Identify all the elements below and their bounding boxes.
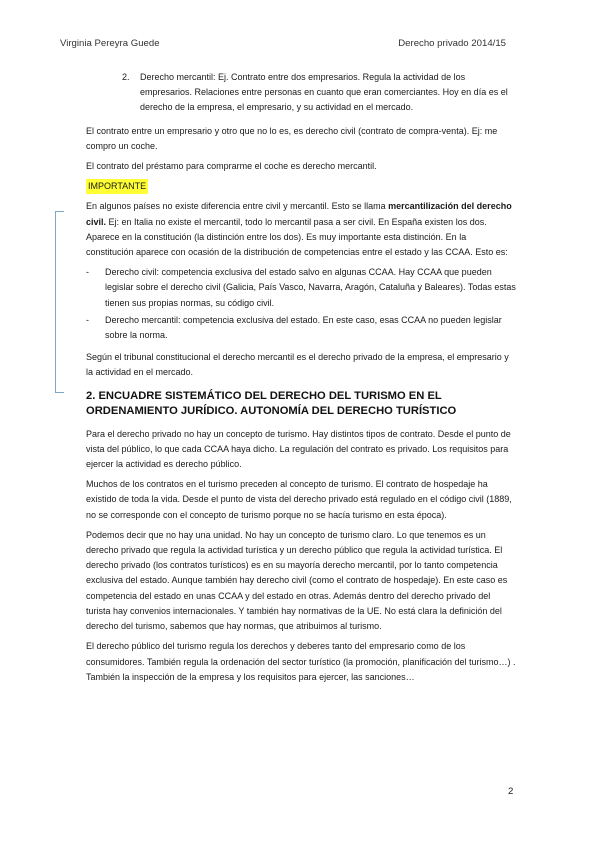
paragraph-2: El contrato del préstamo para comprarme el coche es derecho mercantil. bbox=[86, 161, 377, 172]
competence-list bbox=[86, 265, 516, 343]
bold-term: mercantilización del derecho civil. bbox=[86, 201, 512, 227]
header-author: Virginia Pereyra Guede bbox=[60, 38, 160, 49]
document-body bbox=[86, 70, 516, 690]
item-number: 2. bbox=[122, 72, 130, 82]
numbered-item-2 bbox=[122, 70, 516, 116]
margin-bracket bbox=[55, 211, 64, 393]
list-item: - Derecho mercantil: competencia exclusiva del estado. En este caso, esas CCAA no pueden legislar sobre la norma. bbox=[86, 314, 502, 341]
list-item: - Derecho civil: competencia exclusiva del estado salvo en algunas CCAA. Hay CCAA que pueden legislar sobre el derecho civil (Galicia, País Vasco, Navarra, Aragón, Cataluña y Baleares). Todas estas tienen sus propias normas, su código civil. bbox=[86, 267, 516, 308]
important-highlight: IMPORTANTE bbox=[86, 179, 148, 194]
paragraph-8: El derecho público del turismo regula los derechos y deberes tanto del empresario como de los consumidores. También regula la ordenación del sector turístico (la promoción, planificación del turismo…) . También la inspección de la empresa y los requisitos para ejercer, las sanciones… bbox=[86, 641, 516, 682]
header-course: Derecho privado 2014/15 bbox=[398, 38, 506, 49]
item-text: Derecho mercantil: Ej. Contrato entre dos empresarios. Regula la actividad de los empresarios. Relaciones entre personas en cuanto que eran comerciantes. Hoy en día es el derecho de la empresa, el empresario, y su actividad en el mercado. bbox=[140, 72, 508, 113]
section-heading: 2. ENCUADRE SISTEMÁTICO DEL DERECHO DEL TURISMO EN EL ORDENAMIENTO JURÍDICO. AUTONOMÍA DEL DERECHO TURÍSTICO bbox=[86, 389, 457, 417]
paragraph-4: Según el tribunal constitucional el derecho mercantil es el derecho privado de la empresa, el empresario y la actividad en el mercado. bbox=[86, 352, 509, 378]
paragraph-1: El contrato entre un empresario y otro que no lo es, es derecho civil (contrato de compra-venta). Ej: me compro un coche. bbox=[86, 125, 498, 151]
page-number: 2 bbox=[508, 786, 514, 797]
paragraph-7: Podemos decir que no hay una unidad. No hay un concepto de turismo claro. Lo que tenemos es un derecho privado que regula la actividad turística y un derecho público que regula la actividad turística. El derecho privado (los contratos turísticos) es en su mayoría derecho mercantil, por lo tanto competencia exclusiva del estado. Aunque también hay derecho civil (como el contrato de hospedaje). En este caso es competencia del estado en unas CCAA y del estado en otras. Además dentro del derecho privado del turista hay convenios internacionales. Y también hay normativas de la UE. No está clara la definición del derecho del turismo, sabemos que hay normas, que atribuimos al turismo. bbox=[86, 529, 508, 632]
paragraph-6: Muchos de los contratos en el turismo preceden al concepto de turismo. El contrato de hospedaje ha existido de toda la vida. Desde el punto de vista del derecho privado está regulado en el código civil (1889, no se corresponde con el concepto de turismo porque no se hacía turismo en esta época). bbox=[86, 479, 512, 520]
paragraph-5: Para el derecho privado no hay un concepto de turismo. Hay distintos tipos de contrato. Desde el punto de vista del público, lo que cada CCAA haya dicho. La regulación del contrato es privado. Los requisitos para ejercer la actividad es derecho público. bbox=[86, 428, 511, 470]
paragraph-3: En algunos países no existe diferencia entre civil y mercantil. Esto se llama mercantilización del derecho civil. Ej: en Italia no existe el mercantil, todo lo mercantil pasa a ser civil. En España existen los dos. Aparece en la constitución (la distinción entre los dos). Es muy importante esta distinción. En la constitución aparece con ocasión de la distribución de competencias entre el estado y las CCAA. Esto es: bbox=[86, 201, 512, 258]
